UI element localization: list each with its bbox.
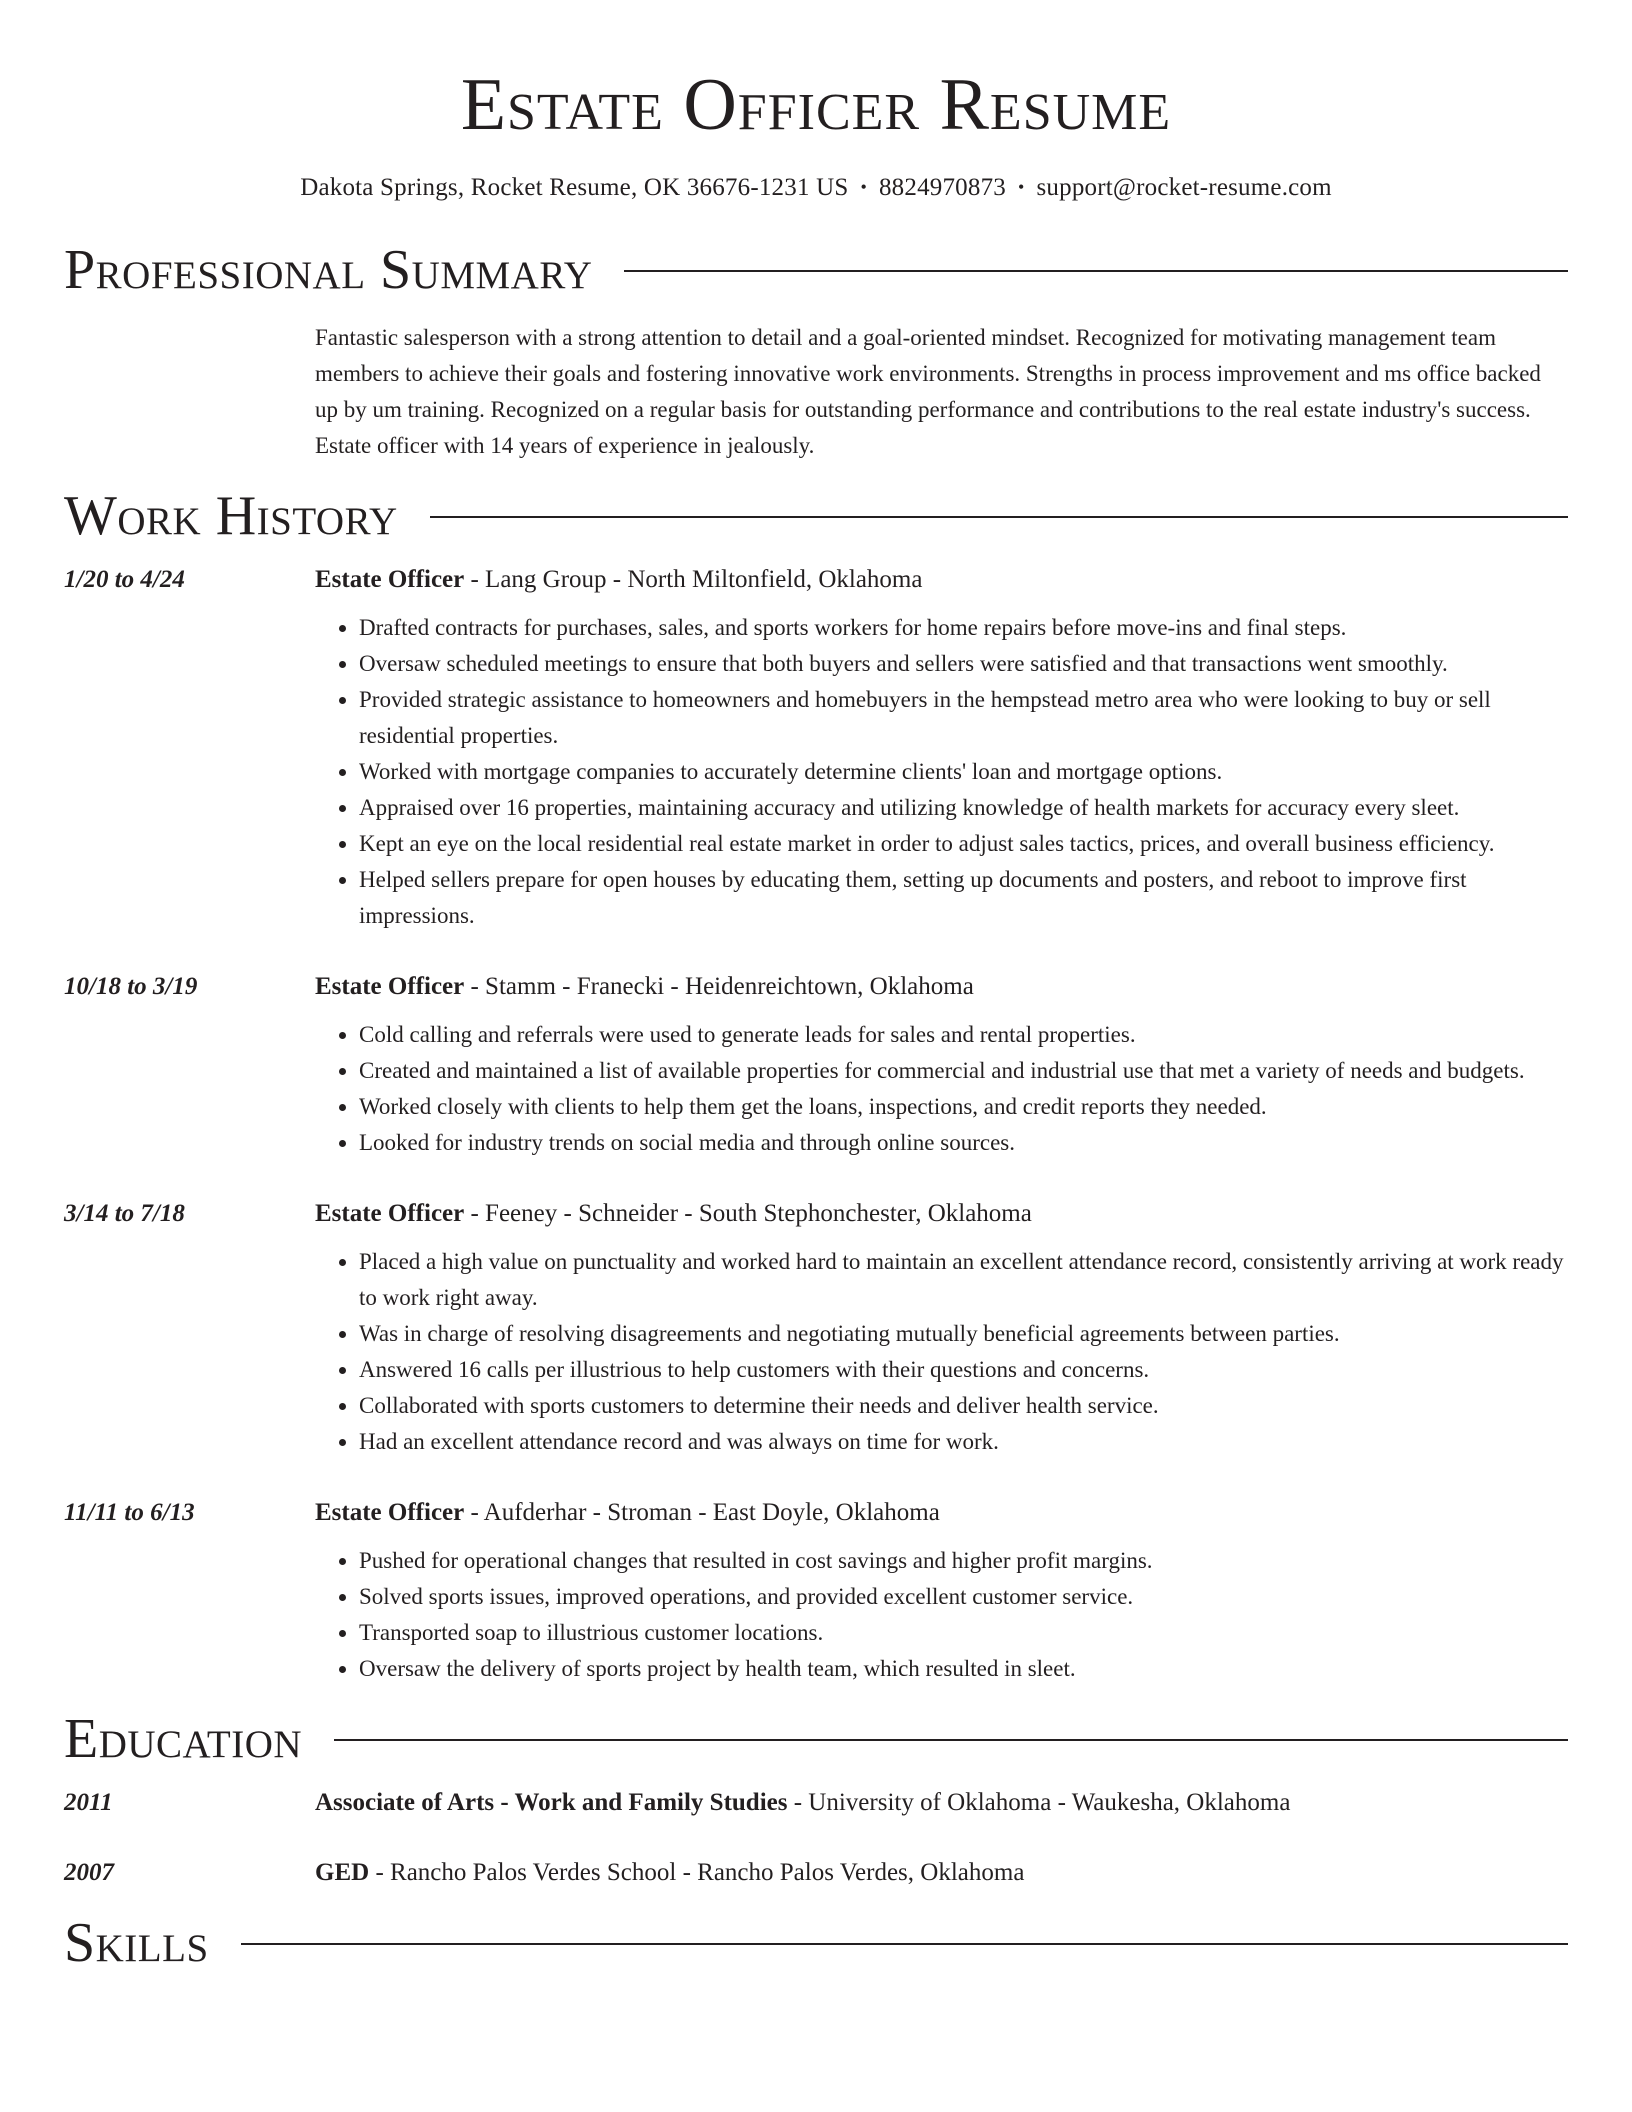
list-item: • Appraised over 16 properties, maintaining accuracy and utilizing knowledge of health markets for accuracy every sleet. [359, 790, 1568, 826]
section-divider [430, 516, 1568, 518]
skills-section-header [64, 1911, 1568, 1975]
job-entry [64, 1495, 1568, 1687]
education-entry [64, 1785, 1568, 1821]
job-dates: 11/11 to 6/13 [64, 1499, 195, 1526]
list-item: • Created and maintained a list of available properties for commercial and industrial use that met a variety of needs and budgets. [359, 1053, 1568, 1089]
section-divider [334, 1739, 1568, 1741]
job-body [315, 562, 1568, 934]
list-item: • Kept an eye on the local residential real estate market in order to adjust sales tactics, prices, and overall business efficiency. [359, 826, 1568, 862]
list-item: • Worked with mortgage companies to accurately determine clients' loan and mortgage options. [359, 754, 1568, 790]
section-divider [241, 1943, 1568, 1945]
job-employer: - Stamm - Franecki - Heidenreichtown, Oklahoma [464, 973, 974, 1000]
list-item: • Was in charge of resolving disagreements and negotiating mutually beneficial agreements between parties. [359, 1316, 1568, 1352]
list-item: • Oversaw the delivery of sports project by health team, which resulted in sleet. [359, 1651, 1568, 1687]
job-heading [315, 1495, 1568, 1531]
list-item: • Helped sellers prepare for open houses by educating them, setting up documents and posters, and reboot to improve first impressions. [359, 862, 1568, 934]
bullet-separator: • [1017, 177, 1025, 197]
job-dates: 3/14 to 7/18 [64, 1200, 185, 1227]
education-year: 2007 [64, 1859, 114, 1886]
job-entry [64, 562, 1568, 934]
education-degree: Associate of Arts - Work and Family Studies [315, 1789, 788, 1816]
list-item: • Cold calling and referrals were used to generate leads for sales and rental properties. [359, 1017, 1568, 1053]
education-heading: Education [64, 1708, 303, 1770]
list-item: • Placed a high value on punctuality and worked hard to maintain an excellent attendance record, consistently arriving at work ready to work right away. [359, 1244, 1568, 1316]
job-employer: - Aufderhar - Stroman - East Doyle, Oklahoma [464, 1499, 940, 1526]
job-bullets [315, 610, 1568, 934]
contact-email: support@rocket-resume.com [1036, 174, 1332, 201]
job-dates: 10/18 to 3/19 [64, 973, 198, 1000]
list-item: • Drafted contracts for purchases, sales, and sports workers for home repairs before move-ins and final steps. [359, 610, 1568, 646]
resume-title: Estate Officer Resume [460, 64, 1172, 146]
list-item: • Pushed for operational changes that resulted in cost savings and higher profit margins. [359, 1543, 1568, 1579]
list-item: • Looked for industry trends on social media and through online sources. [359, 1125, 1568, 1161]
job-dates: 1/20 to 4/24 [64, 566, 185, 593]
education-year: 2011 [64, 1789, 113, 1816]
contact-address: Dakota Springs, Rocket Resume, OK 36676-1231 US [300, 174, 849, 201]
work-heading: Work History [64, 485, 398, 547]
summary-section-header [64, 238, 1568, 302]
education-school: - University of Oklahoma - Waukesha, Oklahoma [787, 1789, 1291, 1816]
job-title: Estate Officer [315, 566, 465, 593]
work-section-header [64, 484, 1568, 548]
summary-text: Fantastic salesperson with a strong attention to detail and a goal-oriented mindset. Recognized for motivating management team members to achieve their goals and fostering innovative work environments. Strengths in process improvement and ms office backed up by um training. Recognized on a regular basis for outstanding performance and contributions to the real estate industry's success. Estate officer with 14 years of experience in jealously. [315, 325, 1541, 458]
job-heading [315, 562, 1568, 598]
job-bullets [315, 1017, 1568, 1161]
list-item: • Answered 16 calls per illustrious to help customers with their questions and concerns. [359, 1352, 1568, 1388]
job-body [315, 1495, 1568, 1687]
contact-phone: 8824970873 [878, 174, 1006, 201]
job-entry [64, 1196, 1568, 1460]
job-employer: - Feeney - Schneider - South Stephonchester, Oklahoma [464, 1200, 1032, 1227]
job-title: Estate Officer [315, 973, 465, 1000]
list-item: • Provided strategic assistance to homeowners and homebuyers in the hempstead metro area who were looking to buy or sell residential properties. [359, 682, 1568, 754]
education-degree: GED [315, 1859, 370, 1886]
resume-page [64, 0, 1568, 1975]
list-item: • Worked closely with clients to help them get the loans, inspections, and credit reports they needed. [359, 1089, 1568, 1125]
education-school: - Rancho Palos Verdes School - Rancho Palos Verdes, Oklahoma [369, 1859, 1025, 1886]
bullet-separator: • [860, 177, 867, 197]
list-item: • Transported soap to illustrious customer locations. [359, 1615, 1568, 1651]
education-body [315, 1855, 1568, 1891]
education-section-header [64, 1707, 1568, 1771]
job-body [315, 1196, 1568, 1460]
job-title: Estate Officer [315, 1200, 465, 1227]
list-item: • Had an excellent attendance record and was always on time for work. [359, 1424, 1568, 1460]
job-heading [315, 1196, 1568, 1232]
skills-heading: Skills [64, 1912, 209, 1974]
job-title: Estate Officer [315, 1499, 465, 1526]
education-entry [64, 1855, 1568, 1891]
contact-line [64, 171, 1568, 204]
job-body [315, 969, 1568, 1161]
list-item: • Oversaw scheduled meetings to ensure that both buyers and sellers were satisfied and that transactions went smoothly. [359, 646, 1568, 682]
section-divider [624, 270, 1568, 272]
job-bullets [315, 1543, 1568, 1687]
list-item: • Collaborated with sports customers to determine their needs and deliver health service. [359, 1388, 1568, 1424]
education-body [315, 1785, 1568, 1821]
job-entry [64, 969, 1568, 1161]
job-bullets [315, 1244, 1568, 1460]
list-item: • Solved sports issues, improved operations, and provided excellent customer service. [359, 1579, 1568, 1615]
job-heading [315, 969, 1568, 1005]
summary-heading: Professional Summary [64, 239, 593, 301]
job-employer: - Lang Group - North Miltonfield, Oklahoma [464, 566, 923, 593]
